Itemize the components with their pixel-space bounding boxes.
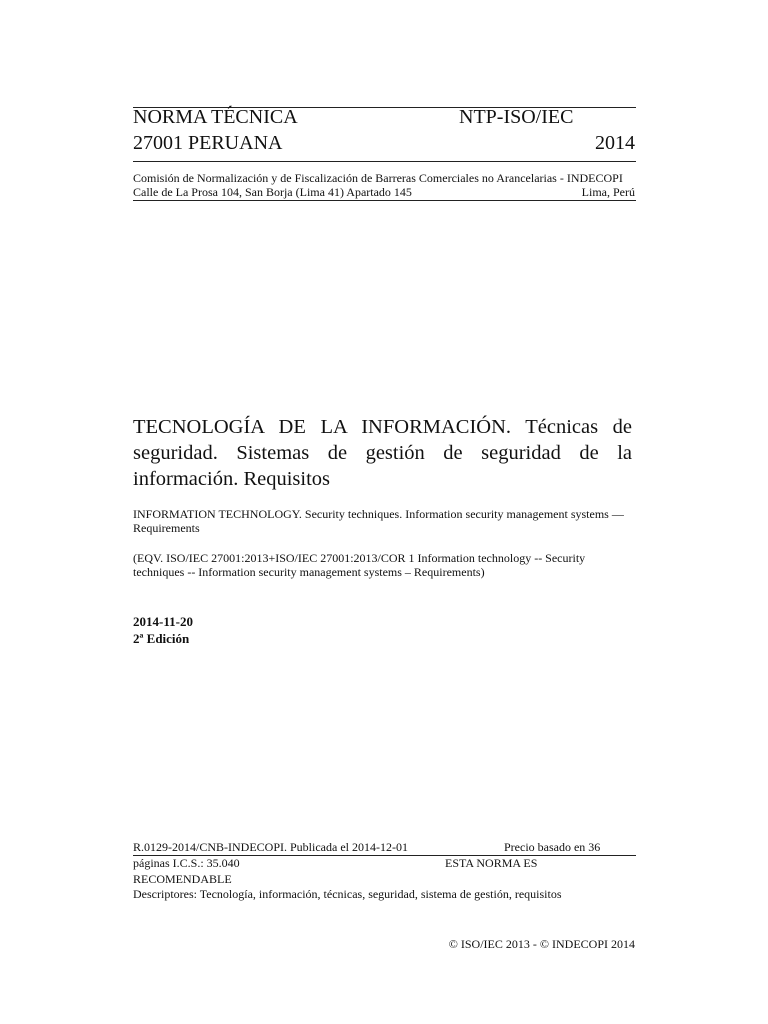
recommendation-text: RECOMENDABLE (133, 872, 232, 886)
norm-status-text: ESTA NORMA ES (445, 856, 538, 870)
english-title: INFORMATION TECHNOLOGY. Security techniques. Information security management systems — Requirements (133, 507, 624, 535)
edition-number: 2ª Edición (133, 631, 190, 646)
header-ntp-iso-iec: NTP-ISO/IEC (459, 106, 574, 128)
institution-address: Calle de La Prosa 104, San Borja (Lima 41) Apartado 145 (133, 185, 412, 199)
resolution-text: R.0129-2014/CNB-INDECOPI. Publicada el 2014-12-01 (133, 840, 408, 854)
institution-name: Comisión de Normalización y de Fiscalización de Barreras Comerciales no Arancelarias - INDECOPI (133, 171, 623, 185)
edition-date: 2014-11-20 (133, 614, 193, 629)
header-year: 2014 (595, 132, 635, 154)
institution-bottom-rule (133, 200, 636, 201)
pages-ics-text: páginas I.C.S.: 35.040 (133, 856, 240, 870)
price-text: Precio basado en 36 (504, 840, 601, 854)
header-27001-peruana: 27001 PERUANA (133, 132, 283, 154)
institution-city: Lima, Perú (581, 185, 635, 199)
equivalence-note: (EQV. ISO/IEC 27001:2013+ISO/IEC 27001:2013/COR 1 Information technology -- Security techniques -- Information security management systems – Requirements) (133, 551, 586, 579)
header-norma-tecnica: NORMA TÉCNICA (133, 106, 298, 128)
document-title: TECNOLOGÍA DE LA INFORMACIÓN. Técnicas de seguridad. Sistemas de gestión de seguridad de la información. Requisitos (133, 416, 632, 490)
descriptors-text: Descriptores: Tecnología, información, técnicas, seguridad, sistema de gestión, requisitos (133, 887, 562, 901)
copyright-notice: © ISO/IEC 2013 - © INDECOPI 2014 (448, 937, 635, 951)
header-middle-rule (133, 161, 636, 162)
